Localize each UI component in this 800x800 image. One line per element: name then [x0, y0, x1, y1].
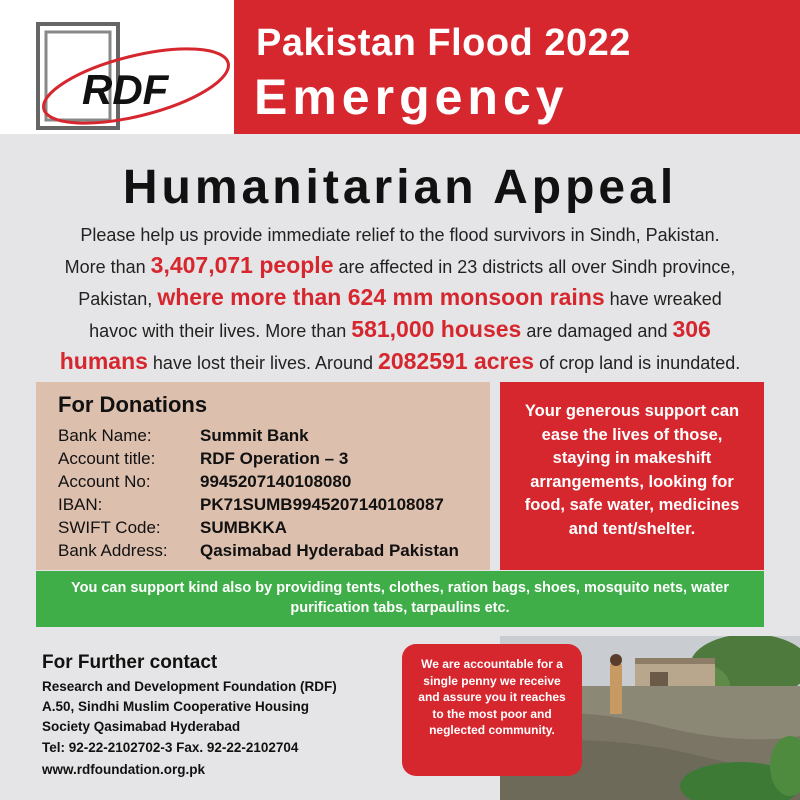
contact-website[interactable]: www.rdfoundation.org.pk [42, 762, 205, 777]
contact-title: For Further contact [42, 652, 218, 673]
donations-title: For Donations [58, 392, 208, 417]
contact-org: Research and Development Foundation (RDF) [42, 679, 337, 694]
intro-line: Pakistan, where more than 624 mm monsoon rains have wreaked [78, 284, 722, 310]
intro-line: Please help us provide immediate relief to the flood survivors in Sindh, Pakistan. [80, 225, 720, 245]
stat-acres: 2082591 acres [378, 348, 535, 374]
bank-address-row: Bank Address: Qasimabad Hyderabad Pakistan [58, 541, 459, 560]
stat-people: 3,407,071 people [150, 252, 334, 278]
support-message-box: Your generous support can ease the lives of those, staying in makeshift arrangements, looking for food, safe water, medicines and tent/shelter. [500, 382, 764, 570]
iban-row: IBAN: PK71SUMB9945207140108087 [58, 495, 444, 514]
contact-address-1: A.50, Sindhi Muslim Cooperative Housing [42, 699, 310, 714]
bank-name-row: Bank Name: Summit Bank [58, 426, 309, 445]
accountability-box: We are accountable for a single penny we receive and assure you it reaches to the most poor and neglected community. [402, 644, 582, 776]
stat-houses: 581,000 houses [351, 316, 522, 342]
donations-box [36, 382, 490, 570]
contact-phone: Tel: 92-22-2102702-3 Fax. 92-22-2102704 [42, 740, 299, 755]
rdf-logo [36, 22, 236, 132]
swift-code-row: SWIFT Code: SUMBKKA [58, 518, 287, 537]
intro-line: More than 3,407,071 people are affected in 23 districts all over Sindh province, [64, 252, 736, 278]
account-number-row: Account No: 9945207140108080 [58, 472, 352, 491]
stat-rainfall: where more than 624 mm monsoon rains [157, 284, 605, 310]
intro-line: havoc with their lives. More than 581,000 houses are damaged and 306 [89, 316, 711, 342]
account-title-row: Account title: RDF Operation – 3 [58, 449, 349, 468]
page-title: Humanitarian Appeal [122, 161, 678, 214]
header-subtitle: Emergency [254, 69, 569, 125]
appeal-intro [20, 220, 780, 378]
in-kind-support-banner: You can support kind also by providing tents, clothes, ration bags, shoes, mosquito nets, water purification tabs, tarpaulins etc. [36, 571, 764, 627]
stat-deaths: 306 [672, 316, 711, 342]
contact-address-2: Society Qasimabad Hyderabad [42, 719, 241, 734]
header-title: Pakistan Flood 2022 [256, 22, 631, 64]
intro-line: humans have lost their lives. Around 2082591 acres of crop land is inundated. [59, 348, 741, 374]
logo-text: RDF [82, 66, 169, 113]
